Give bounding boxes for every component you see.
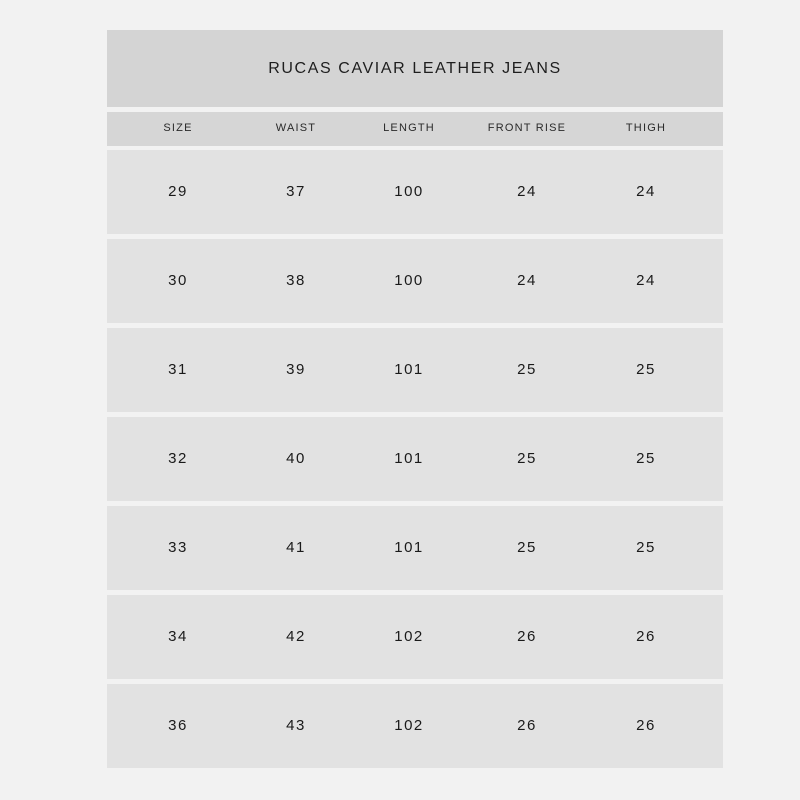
cell-size: 34 xyxy=(168,628,188,645)
cell-size: 36 xyxy=(168,717,188,734)
cell-waist: 41 xyxy=(286,539,306,556)
column-header-thigh: THIGH xyxy=(625,122,667,134)
cell-front-rise: 26 xyxy=(517,628,537,645)
cell-front-rise: 24 xyxy=(517,183,537,200)
cell-thigh: 25 xyxy=(636,361,656,378)
table-row xyxy=(107,684,723,768)
table-row xyxy=(107,595,723,679)
cell-length: 100 xyxy=(394,183,424,200)
cell-waist: 38 xyxy=(286,272,306,289)
cell-front-rise: 25 xyxy=(517,361,537,378)
cell-waist: 42 xyxy=(286,628,306,645)
cell-thigh: 24 xyxy=(636,183,656,200)
cell-waist: 40 xyxy=(286,450,306,467)
size-chart xyxy=(107,30,723,768)
chart-title: RUCAS CAVIAR LEATHER JEANS xyxy=(268,59,562,77)
cell-waist: 39 xyxy=(286,361,306,378)
table-row xyxy=(107,417,723,501)
cell-front-rise: 26 xyxy=(517,717,537,734)
column-header-size: SIZE xyxy=(163,122,193,134)
cell-thigh: 25 xyxy=(636,450,656,467)
cell-length: 101 xyxy=(394,450,424,467)
table-row xyxy=(107,150,723,234)
cell-size: 33 xyxy=(168,539,188,556)
column-header-length: LENGTH xyxy=(383,122,435,134)
cell-length: 102 xyxy=(394,628,424,645)
cell-front-rise: 25 xyxy=(517,539,537,556)
cell-front-rise: 25 xyxy=(517,450,537,467)
cell-length: 101 xyxy=(394,539,424,556)
cell-waist: 43 xyxy=(286,717,306,734)
column-header-front-rise: FRONT RISE xyxy=(487,122,567,134)
table-row xyxy=(107,328,723,412)
cell-size: 30 xyxy=(168,272,188,289)
title-bar xyxy=(107,30,723,107)
cell-waist: 37 xyxy=(286,183,306,200)
cell-size: 29 xyxy=(168,183,188,200)
table-row xyxy=(107,506,723,590)
header-row xyxy=(107,112,723,146)
cell-size: 31 xyxy=(168,361,188,378)
table-row xyxy=(107,239,723,323)
cell-thigh: 26 xyxy=(636,628,656,645)
cell-size: 32 xyxy=(168,450,188,467)
cell-length: 101 xyxy=(394,361,424,378)
cell-length: 102 xyxy=(394,717,424,734)
cell-front-rise: 24 xyxy=(517,272,537,289)
cell-thigh: 24 xyxy=(636,272,656,289)
column-header-waist: WAIST xyxy=(275,122,317,134)
cell-thigh: 25 xyxy=(636,539,656,556)
cell-thigh: 26 xyxy=(636,717,656,734)
cell-length: 100 xyxy=(394,272,424,289)
